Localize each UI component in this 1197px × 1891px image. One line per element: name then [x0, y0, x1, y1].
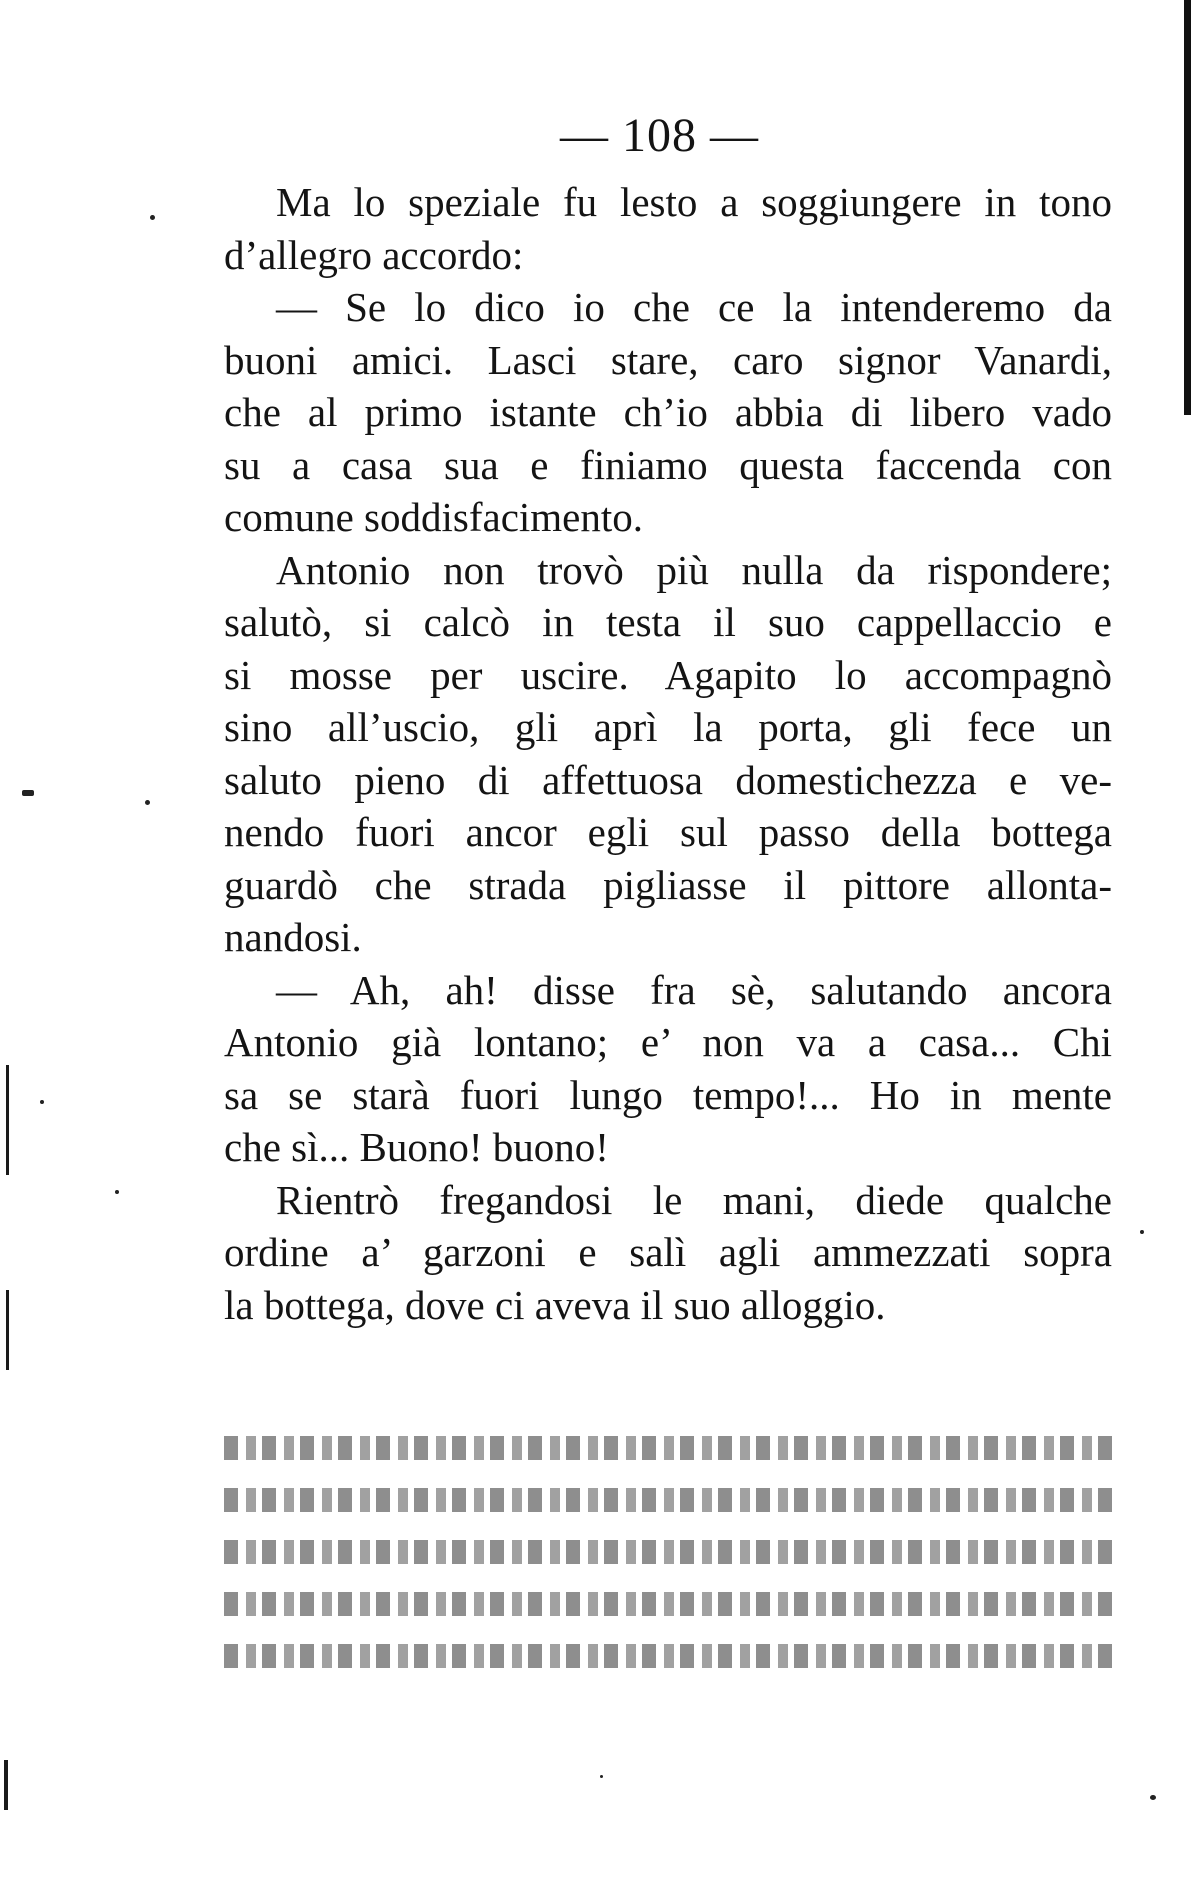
text-line: saluto pieno di affettuosa domestichezza e ve-: [224, 756, 1112, 803]
scan-speck: [115, 1190, 119, 1194]
text-line: salutò, si calcò in testa il suo cappellaccio e: [224, 599, 1112, 645]
page-edge-rule: [1184, 0, 1191, 415]
scan-speck: [40, 1100, 44, 1104]
scan-speck: [150, 215, 155, 220]
text-line: nendo fuori ancor egli sul passo della bottega: [224, 809, 1112, 855]
scan-speck: [22, 790, 34, 796]
text-line: sa se starà fuori lungo tempo!... Ho in mente: [224, 1071, 1112, 1118]
bleed-through-texture: [224, 1422, 1112, 1682]
text-line: ordine a’ garzoni e salì agli ammezzati sopra: [224, 1229, 1112, 1275]
text-line: che al primo istante ch’io abbia di libero vado: [224, 389, 1112, 435]
left-margin-mark: [6, 1065, 9, 1175]
scan-speck: [145, 800, 150, 805]
text-line: Rientrò fregandosi le mani, diede qualche: [276, 1176, 1112, 1223]
text-line: buoni amici. Lasci stare, caro signor Vanardi,: [224, 336, 1112, 383]
left-margin-mark: [4, 1760, 8, 1810]
body-text: [224, 176, 1112, 1331]
text-line: la bottega, dove ci aveva il suo alloggio.: [224, 1281, 886, 1328]
left-margin-mark: [6, 1290, 9, 1370]
text-line: Ma lo speziale fu lesto a soggiungere in tono: [276, 179, 1112, 225]
text-line: guardò che strada pigliasse il pittore allonta-: [224, 861, 1112, 908]
text-line: si mosse per uscire. Agapito lo accompagnò: [224, 651, 1112, 698]
text-line: sino all’uscio, gli aprì la porta, gli fece un: [224, 704, 1112, 750]
text-line: nandosi.: [224, 914, 362, 960]
scan-speck: [1140, 1230, 1144, 1234]
scan-speck: [1150, 1795, 1156, 1800]
text-line: d’allegro accordo:: [224, 231, 524, 278]
text-line: — Ah, ah! disse fra sè, salutando ancora: [276, 966, 1112, 1013]
text-line: Antonio non trovò più nulla da rispondere;: [276, 546, 1112, 593]
text-line: che sì... Buono! buono!: [224, 1124, 609, 1170]
page-number: — 108 —: [560, 109, 759, 162]
text-line: Antonio già lontano; e’ non va a casa... Chi: [224, 1019, 1112, 1065]
text-line: su a casa sua e finiamo questa faccenda con: [224, 441, 1112, 488]
text-line: comune soddisfacimento.: [224, 494, 644, 540]
text-line: — Se lo dico io che ce la intenderemo da: [276, 284, 1112, 330]
scan-speck: [600, 1775, 603, 1778]
